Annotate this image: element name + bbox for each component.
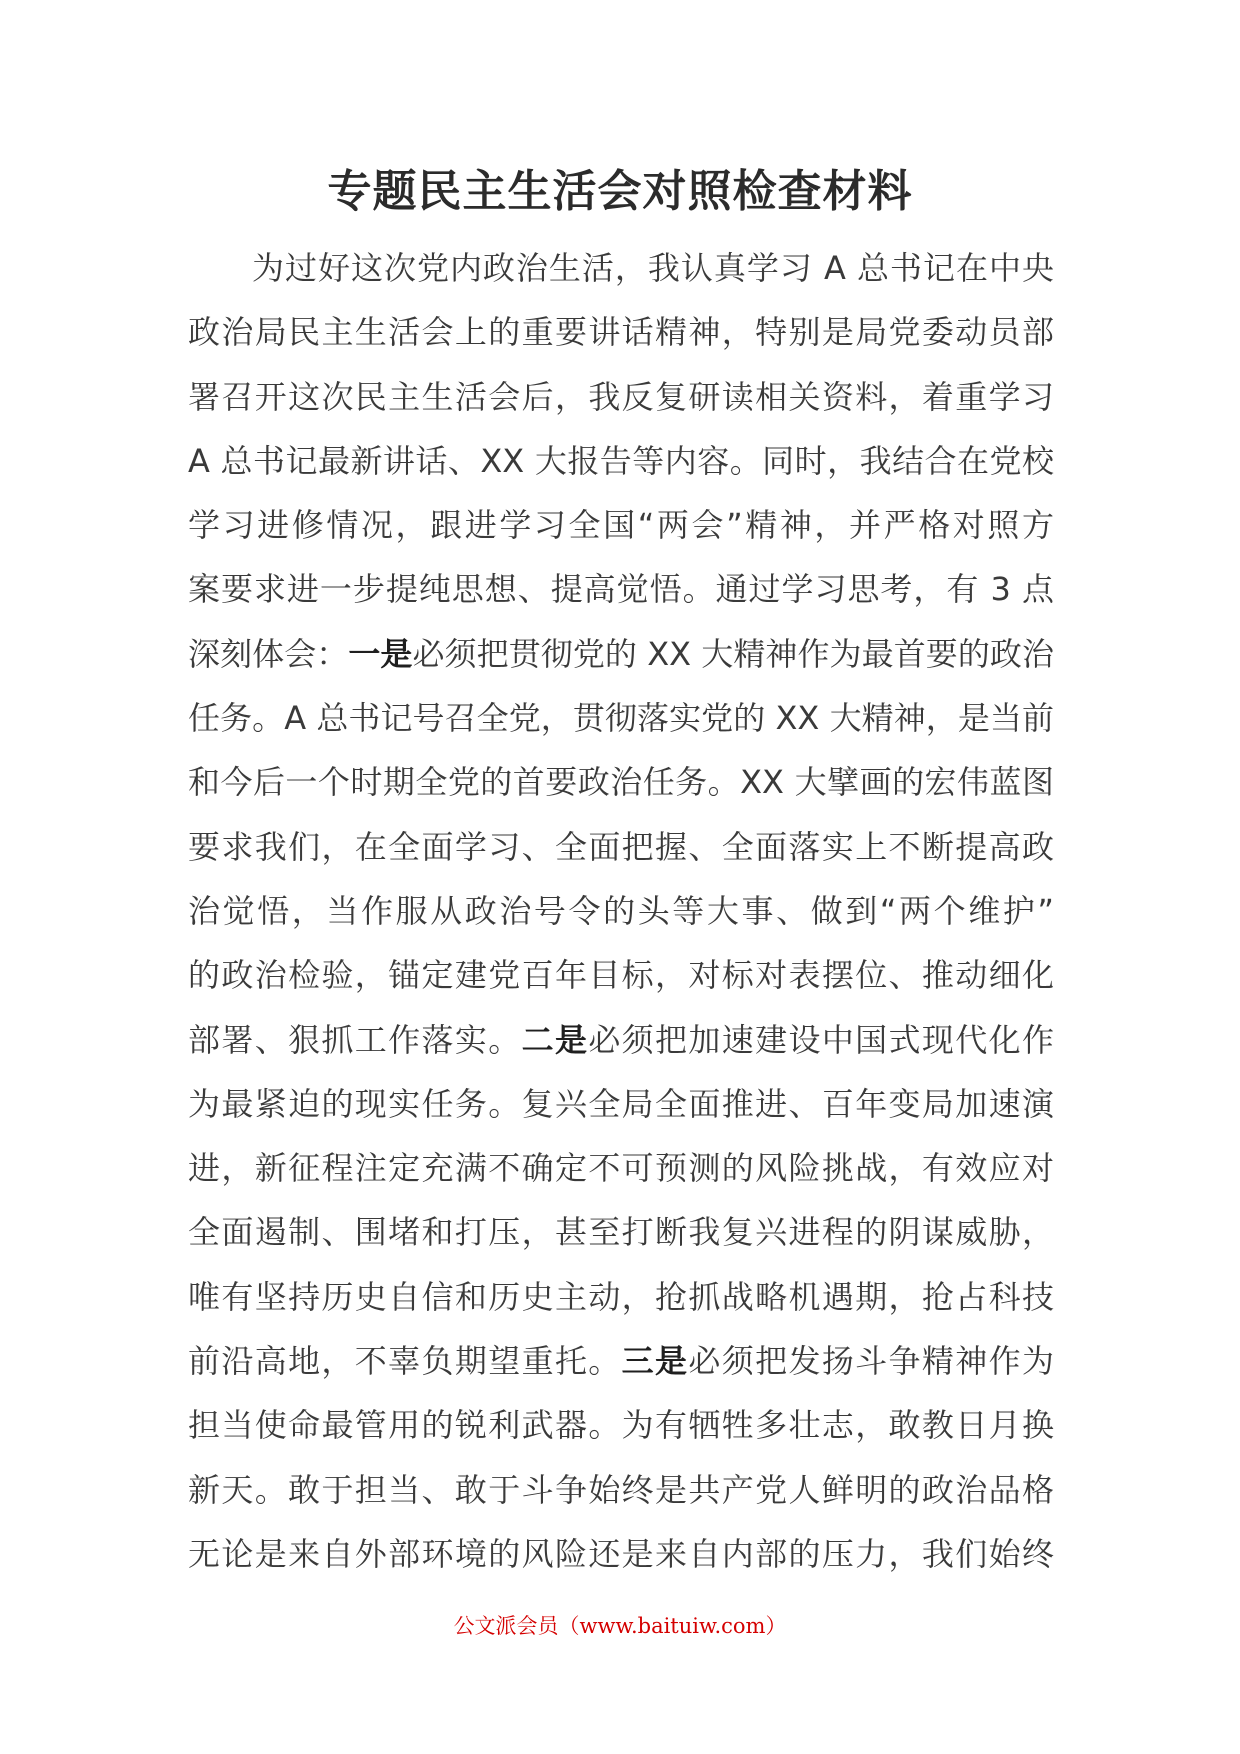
paragraph-line [188, 1393, 1054, 1457]
bold-lead-phrase: 二是 [521, 1020, 589, 1059]
paragraph-line [188, 1458, 1054, 1522]
paragraph-line [188, 236, 1054, 300]
paragraph-line [188, 1072, 1054, 1136]
paragraph-line [188, 815, 1054, 879]
line-text: 唯有坚持历史自信和历史主动，抢抓战略机遇期，抢占科技 [188, 1277, 1054, 1316]
document-title: 专题民主生活会对照检查材料 [327, 166, 913, 217]
line-text: 必须把贯彻党的 XX 大精神作为最首要的政治 [412, 634, 1054, 673]
paragraph-line [188, 686, 1054, 750]
bold-lead-phrase: 三是 [621, 1342, 689, 1381]
line-text: 署召开这次民主生活会后，我反复研读相关资料，着重学习 [188, 377, 1054, 416]
line-text: 进，新征程注定充满不确定不可预测的风险挑战，有效应对 [188, 1149, 1054, 1188]
line-text: 担当使命最管用的锐利武器。为有牺牲多壮志，敢教日月换 [188, 1406, 1054, 1445]
line-text: 为过好这次党内政治生活，我认真学习 A 总书记在中央 [252, 249, 1054, 287]
line-text: 任务。A 总书记号召全党，贯彻落实党的 XX 大精神，是当前 [188, 699, 1054, 738]
paragraph-line [188, 1522, 1054, 1586]
line-text: 治觉悟，当作服从政治号令的头等大事、做到“两个维护” [188, 891, 1054, 930]
paragraph-line [188, 1265, 1054, 1329]
line-text: 案要求进一步提纯思想、提高觉悟。通过学习思考，有 3 点 [188, 570, 1054, 609]
paragraph-line [188, 365, 1054, 429]
line-text: 前沿高地，不辜负期望重托。 [188, 1342, 622, 1381]
line-text: A 总书记最新讲话、XX 大报告等内容。同时，我结合在党校 [188, 441, 1054, 480]
paragraph-line [188, 943, 1054, 1007]
bold-lead-phrase: 一是 [348, 634, 413, 673]
footer-watermark: 公文派会员（www.baituiw.com） [453, 1614, 787, 1638]
paragraph-line [188, 879, 1054, 943]
paragraph-line [188, 300, 1054, 364]
line-text: 部署、狠抓工作落实。 [188, 1020, 522, 1059]
line-text: 的政治检验，锚定建党百年目标，对标对表摆位、推动细化 [188, 956, 1054, 995]
paragraph-line [188, 557, 1054, 621]
paragraph-line [188, 750, 1054, 814]
line-text: 政治局民主生活会上的重要讲话精神，特别是局党委动员部 [188, 313, 1054, 352]
line-text: 新天。敢于担当、敢于斗争始终是共产党人鲜明的政治品格 [188, 1470, 1054, 1509]
paragraph-line [188, 1136, 1054, 1200]
line-text: 要求我们，在全面学习、全面把握、全面落实上不断提高政 [188, 827, 1054, 866]
line-text: 和今后一个时期全党的首要政治任务。XX 大擘画的宏伟蓝图 [188, 763, 1054, 802]
line-text: 学习进修情况，跟进学习全国“两会”精神，并严格对照方 [188, 506, 1054, 545]
line-text: 必须把加速建设中国式现代化作 [588, 1020, 1054, 1059]
line-text: 为最紧迫的现实任务。复兴全局全面推进、百年变局加速演 [188, 1084, 1054, 1123]
line-text: 全面遏制、围堵和打压，甚至打断我复兴进程的阴谋威胁， [188, 1213, 1054, 1252]
paragraph-line [188, 1329, 1054, 1393]
document-body [188, 236, 1054, 1586]
line-text: 必须把发扬斗争精神作为 [688, 1342, 1054, 1381]
paragraph-line [188, 493, 1054, 557]
paragraph-line [188, 622, 1054, 686]
paragraph-line [188, 429, 1054, 493]
line-text: 深刻体会： [188, 634, 349, 673]
paragraph-line [188, 1008, 1054, 1072]
paragraph-line [188, 1200, 1054, 1264]
line-text: 无论是来自外部环境的风险还是来自内部的压力，我们始终 [188, 1534, 1054, 1573]
